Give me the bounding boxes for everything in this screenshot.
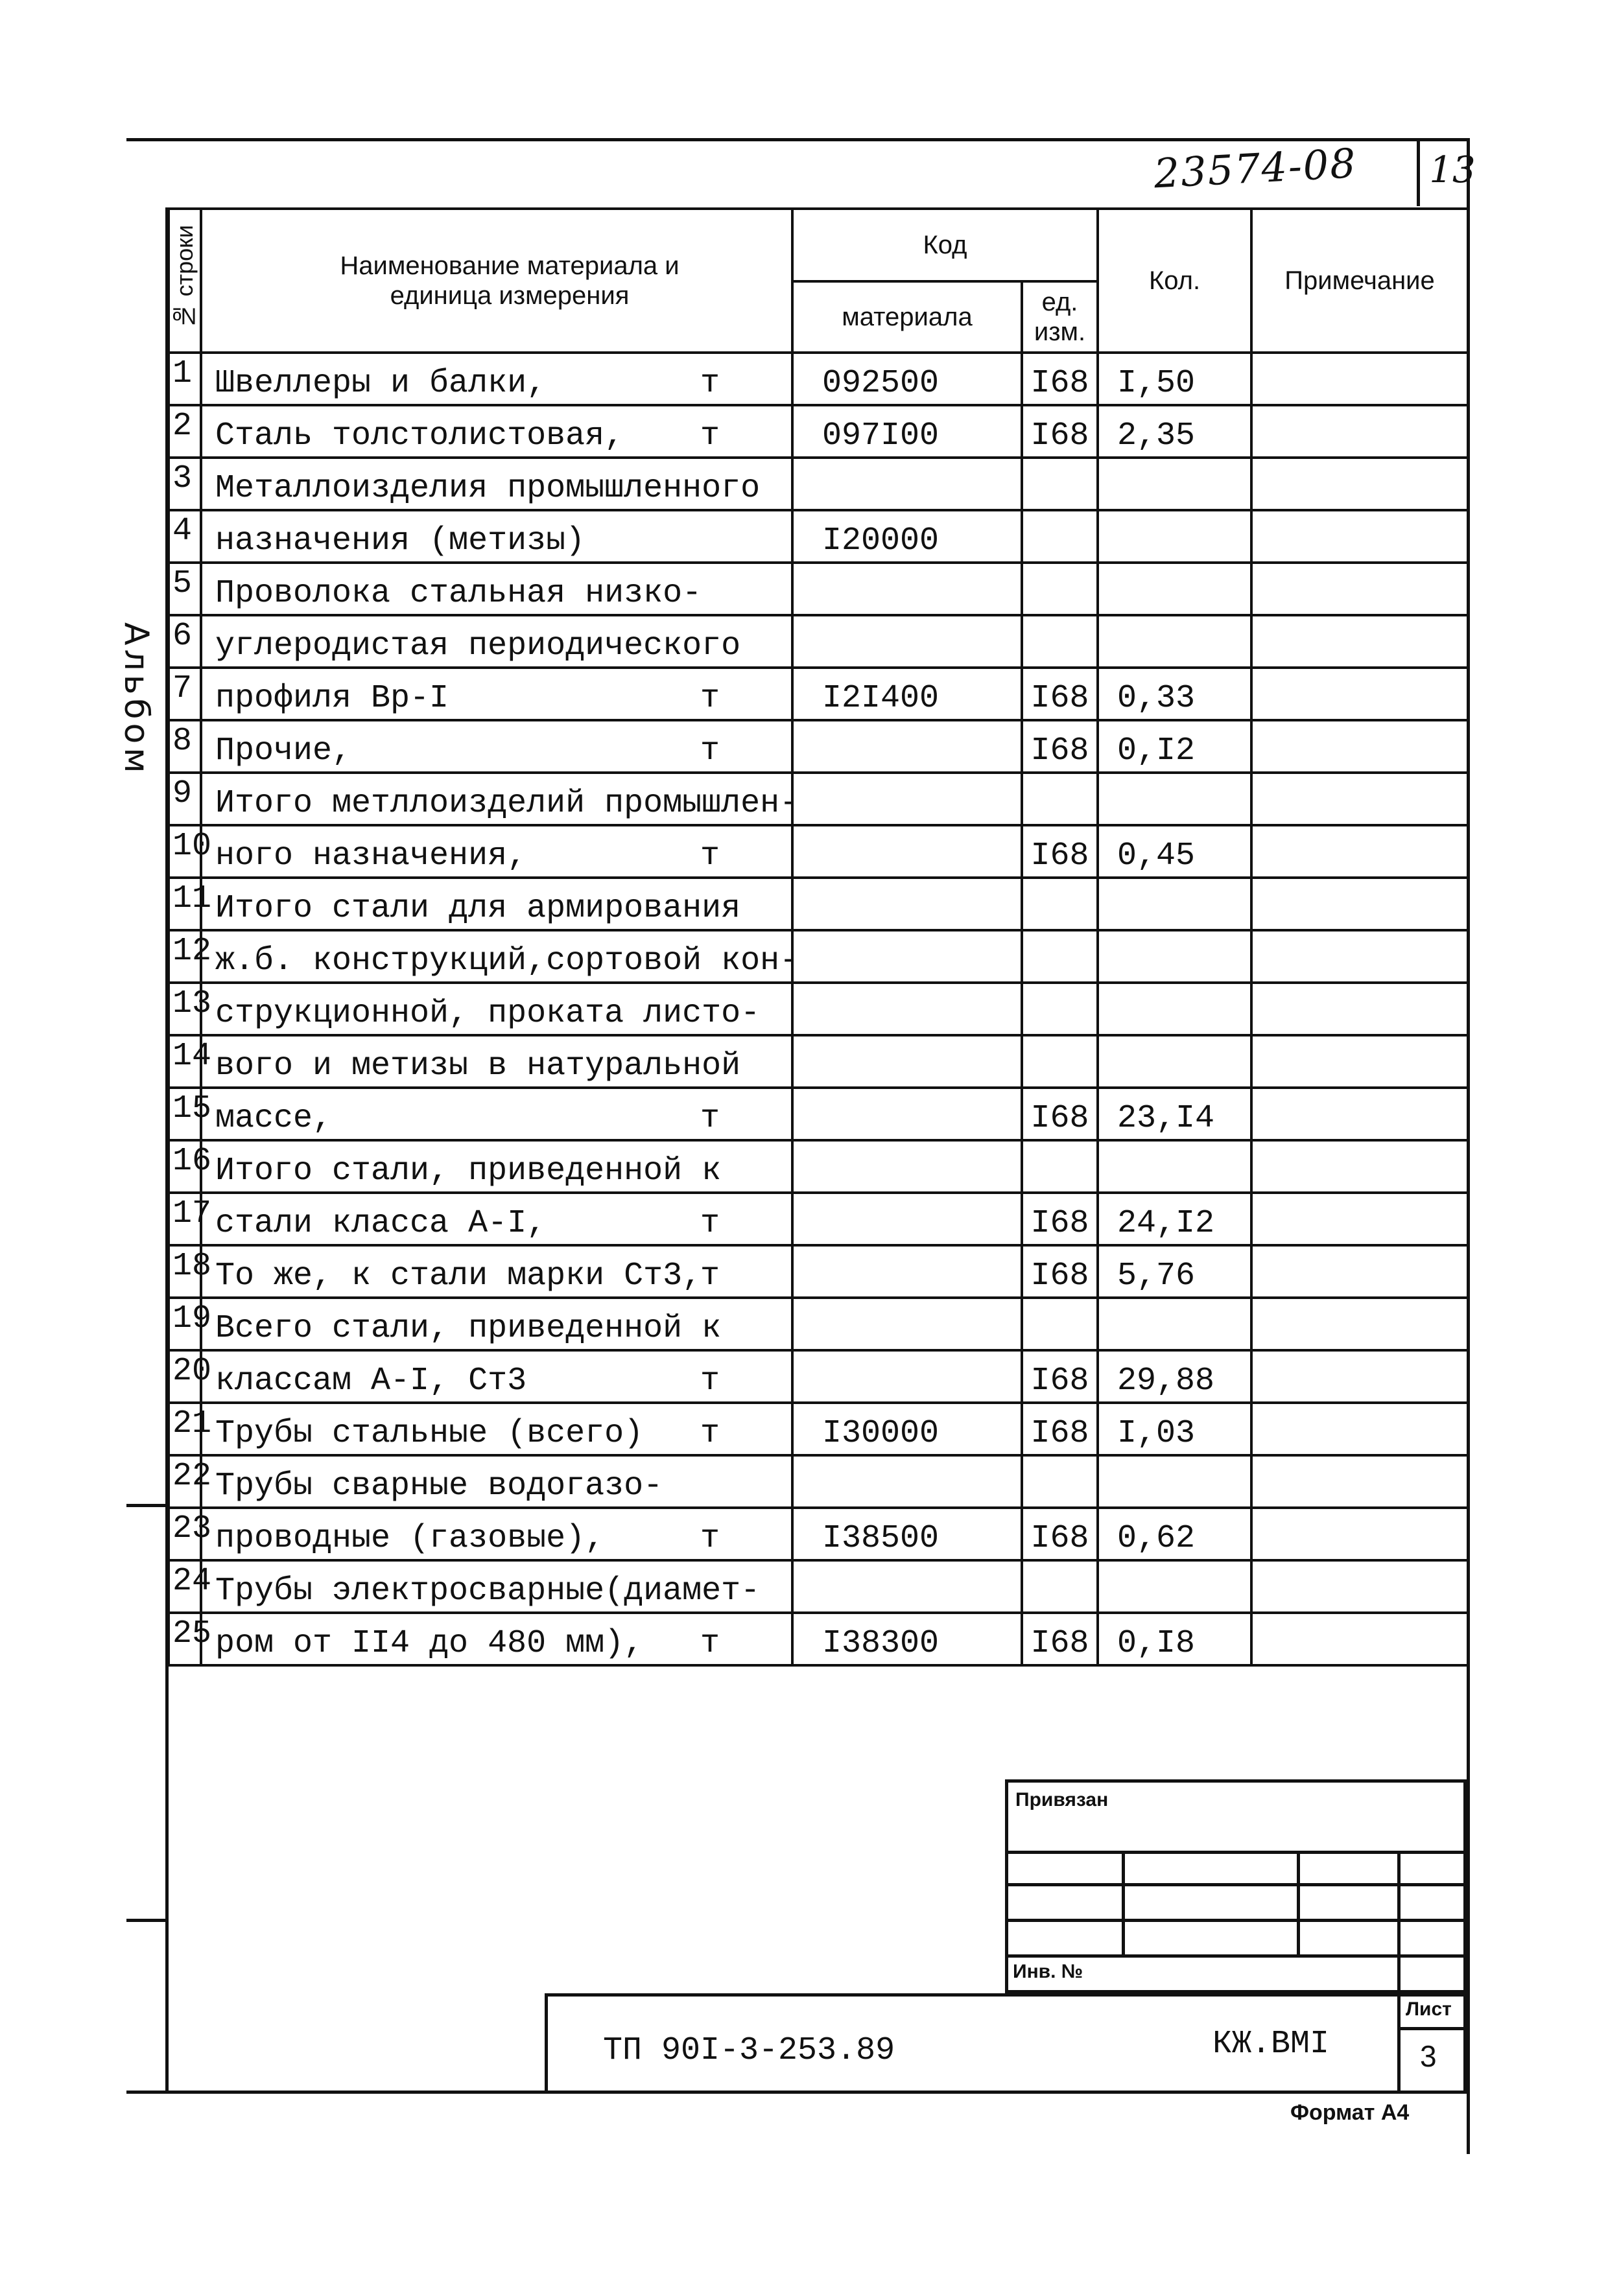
- material-code-cell: I20000: [792, 510, 1022, 563]
- table-row: [169, 1613, 1468, 1665]
- material-name-cell: [201, 1560, 792, 1613]
- row-number-cell: 7: [169, 668, 201, 720]
- quantity-cell: [1098, 510, 1251, 563]
- note-cell: [1251, 1350, 1468, 1403]
- quantity-cell: [1098, 1298, 1251, 1350]
- material-name-cell: [201, 825, 792, 878]
- table-row: [169, 1140, 1468, 1193]
- material-name-cell: [201, 458, 792, 510]
- material-code-cell: [792, 930, 1022, 983]
- unit-of-measure: т: [700, 1520, 720, 1557]
- material-code-cell: [792, 1140, 1022, 1193]
- bound-label: Привязан: [1015, 1789, 1109, 1810]
- material-name-cell: [201, 1245, 792, 1298]
- material-name-text: вого и метизы в натуральной: [215, 1048, 741, 1084]
- material-code-cell: I2I400: [792, 668, 1022, 720]
- table-row: [169, 825, 1468, 878]
- unit-code-cell: I68: [1022, 1613, 1098, 1665]
- row-number-cell: 24: [169, 1560, 201, 1613]
- quantity-cell: [1098, 615, 1251, 668]
- note-cell: [1251, 983, 1468, 1035]
- inventory-number-label: Инв. №: [1013, 1961, 1083, 1982]
- row-number-cell: 14: [169, 1035, 201, 1088]
- material-code-cell: [792, 1298, 1022, 1350]
- quantity-cell: [1098, 1455, 1251, 1508]
- row-number-cell: 6: [169, 615, 201, 668]
- material-name-text: Трубы электросварные(диамет-: [215, 1573, 761, 1610]
- table-row: [169, 878, 1468, 930]
- row-number-cell: 18: [169, 1245, 201, 1298]
- handwritten-doc-number: 23574-08: [1152, 139, 1358, 198]
- unit-of-measure: т: [700, 1363, 720, 1400]
- material-code-cell: [792, 615, 1022, 668]
- material-name-text: Проволока стальная низко-: [215, 575, 702, 612]
- material-name-cell: [201, 1035, 792, 1088]
- quantity-cell: [1098, 458, 1251, 510]
- table-row: [169, 1245, 1468, 1298]
- unit-code-cell: I68: [1022, 353, 1098, 405]
- row-number-cell: 20: [169, 1350, 201, 1403]
- row-number-cell: 11: [169, 878, 201, 930]
- unit-code-cell: [1022, 930, 1098, 983]
- unit-code-cell: [1022, 878, 1098, 930]
- note-cell: [1251, 353, 1468, 405]
- note-cell: [1251, 615, 1468, 668]
- material-name-text: струкционной, проката листо-: [215, 995, 761, 1032]
- sheet-number: 3: [1420, 2039, 1437, 2073]
- material-name-text: То же, к стали марки Ст3,: [215, 1258, 702, 1294]
- note-cell: [1251, 773, 1468, 825]
- quantity-cell: 24,I2: [1098, 1193, 1251, 1245]
- unit-code-cell: [1022, 1298, 1098, 1350]
- document-code: ТП 90I-3-253.89: [603, 2032, 895, 2069]
- section-code: КЖ.ВМI: [1212, 2026, 1330, 2063]
- row-number-cell: 4: [169, 510, 201, 563]
- material-name-text: Итого стали, приведенной к: [215, 1153, 722, 1189]
- unit-code-cell: [1022, 1560, 1098, 1613]
- quantity-cell: [1098, 1140, 1251, 1193]
- table-row: [169, 668, 1468, 720]
- table-row: [169, 1508, 1468, 1560]
- material-name-text: Швеллеры и балки,: [215, 365, 547, 402]
- unit-code-cell: I68: [1022, 825, 1098, 878]
- note-cell: [1251, 510, 1468, 563]
- handwritten-page-mark: 13: [1429, 149, 1476, 191]
- note-cell: [1251, 668, 1468, 720]
- material-code-cell: [792, 825, 1022, 878]
- note-cell: [1251, 1403, 1468, 1455]
- material-name-text: проводные (газовые),: [215, 1520, 605, 1557]
- row-number-cell: 5: [169, 563, 201, 615]
- material-name-cell: [201, 1403, 792, 1455]
- unit-code-cell: [1022, 983, 1098, 1035]
- material-code-cell: [792, 983, 1022, 1035]
- material-name-text: назначения (метизы): [215, 522, 585, 559]
- row-number-cell: 25: [169, 1613, 201, 1665]
- material-code-cell: [792, 878, 1022, 930]
- row-number-cell: 15: [169, 1088, 201, 1140]
- material-name-text: Итого стали для армирования: [215, 890, 741, 927]
- quantity-cell: 29,88: [1098, 1350, 1251, 1403]
- material-name-text: Прочие,: [215, 732, 352, 769]
- unit-of-measure: т: [700, 1625, 720, 1662]
- sheet-cell-line: [1397, 2027, 1467, 2030]
- top-right-stamp-divider: [1417, 138, 1420, 206]
- material-name-text: ром от II4 до 480 мм),: [215, 1625, 644, 1662]
- header-code-unit: ед. изм.: [1022, 281, 1098, 353]
- table-row: [169, 773, 1468, 825]
- material-name-cell: [201, 668, 792, 720]
- material-name-text: ж.б. конструкций,сортовой кон-: [215, 943, 799, 979]
- binding-block-vline-3: [1397, 1851, 1401, 1993]
- unit-code-cell: [1022, 1140, 1098, 1193]
- unit-of-measure: т: [700, 1258, 720, 1294]
- material-name-cell: [201, 720, 792, 773]
- note-cell: [1251, 458, 1468, 510]
- binding-block-vline-2: [1297, 1851, 1300, 1954]
- material-name-cell: [201, 510, 792, 563]
- material-name-text: стали класса А-I,: [215, 1205, 547, 1242]
- material-code-cell: [792, 1245, 1022, 1298]
- material-name-cell: [201, 405, 792, 458]
- note-cell: [1251, 930, 1468, 983]
- table-row: [169, 510, 1468, 563]
- row-number-cell: 22: [169, 1455, 201, 1508]
- table-row: [169, 563, 1468, 615]
- unit-code-cell: I68: [1022, 1088, 1098, 1140]
- material-code-cell: [792, 1560, 1022, 1613]
- material-name-cell: [201, 1088, 792, 1140]
- material-name-cell: [201, 983, 792, 1035]
- quantity-cell: 0,33: [1098, 668, 1251, 720]
- quantity-cell: 5,76: [1098, 1245, 1251, 1298]
- row-number-cell: 21: [169, 1403, 201, 1455]
- quantity-cell: 0,I8: [1098, 1613, 1251, 1665]
- header-material-name: Наименование материала и единица измерения: [201, 209, 792, 353]
- table-row: [169, 353, 1468, 405]
- sheet-label: Лист: [1406, 1998, 1452, 2020]
- note-cell: [1251, 1455, 1468, 1508]
- unit-code-cell: I68: [1022, 405, 1098, 458]
- material-code-cell: [792, 458, 1022, 510]
- table-row: [169, 720, 1468, 773]
- material-code-cell: [792, 1088, 1022, 1140]
- row-number-cell: 16: [169, 1140, 201, 1193]
- unit-code-cell: [1022, 510, 1098, 563]
- unit-code-cell: I68: [1022, 1193, 1098, 1245]
- material-code-cell: [792, 1035, 1022, 1088]
- table-row: [169, 458, 1468, 510]
- unit-of-measure: т: [700, 732, 720, 769]
- table-row: [169, 405, 1468, 458]
- unit-code-cell: [1022, 773, 1098, 825]
- table-row: [169, 1350, 1468, 1403]
- material-code-cell: [792, 1193, 1022, 1245]
- header-row-number: № строки: [169, 209, 201, 353]
- material-name-cell: [201, 1350, 792, 1403]
- unit-of-measure: т: [700, 1415, 720, 1452]
- unit-of-measure: т: [700, 1205, 720, 1242]
- note-cell: [1251, 1613, 1468, 1665]
- quantity-cell: 0,I2: [1098, 720, 1251, 773]
- quantity-cell: [1098, 930, 1251, 983]
- unit-code-cell: [1022, 563, 1098, 615]
- material-name-text: ного назначения,: [215, 838, 527, 874]
- quantity-cell: [1098, 983, 1251, 1035]
- note-cell: [1251, 1560, 1468, 1613]
- material-spec-table: [167, 207, 1469, 1667]
- row-number-cell: 10: [169, 825, 201, 878]
- note-cell: [1251, 1193, 1468, 1245]
- quantity-cell: [1098, 1560, 1251, 1613]
- left-binding-mark-1: [126, 1504, 169, 1507]
- row-number-cell: 17: [169, 1193, 201, 1245]
- unit-code-cell: [1022, 1035, 1098, 1088]
- note-cell: [1251, 1245, 1468, 1298]
- unit-code-cell: I68: [1022, 1403, 1098, 1455]
- quantity-cell: I,50: [1098, 353, 1251, 405]
- material-name-cell: [201, 563, 792, 615]
- table-row: [169, 1035, 1468, 1088]
- side-album-stamp: Альбом: [117, 622, 156, 777]
- material-name-text: массе,: [215, 1100, 333, 1137]
- material-name-text: Сталь толстолистовая,: [215, 417, 624, 454]
- unit-code-cell: I68: [1022, 1350, 1098, 1403]
- material-name-text: углеродистая периодического: [215, 627, 741, 664]
- unit-of-measure: т: [700, 1100, 720, 1137]
- row-number-cell: 13: [169, 983, 201, 1035]
- unit-code-cell: [1022, 615, 1098, 668]
- note-cell: [1251, 1088, 1468, 1140]
- header-note: Примечание: [1251, 209, 1468, 353]
- material-name-cell: [201, 878, 792, 930]
- table-row: [169, 1455, 1468, 1508]
- row-number-cell: 2: [169, 405, 201, 458]
- row-number-cell: 8: [169, 720, 201, 773]
- material-name-cell: [201, 1193, 792, 1245]
- row-number-cell: 23: [169, 1508, 201, 1560]
- material-name-cell: [201, 1508, 792, 1560]
- quantity-cell: 0,62: [1098, 1508, 1251, 1560]
- material-name-cell: [201, 353, 792, 405]
- row-number-cell: 9: [169, 773, 201, 825]
- material-code-cell: I38300: [792, 1613, 1022, 1665]
- unit-code-cell: [1022, 458, 1098, 510]
- material-name-cell: [201, 1613, 792, 1665]
- quantity-cell: 0,45: [1098, 825, 1251, 878]
- row-number-cell: 12: [169, 930, 201, 983]
- row-number-cell: 19: [169, 1298, 201, 1350]
- material-code-cell: [792, 563, 1022, 615]
- left-binding-mark-2: [126, 1919, 169, 1922]
- note-cell: [1251, 1035, 1468, 1088]
- material-name-cell: [201, 1140, 792, 1193]
- material-code-cell: [792, 1350, 1022, 1403]
- quantity-cell: I,03: [1098, 1403, 1251, 1455]
- material-code-cell: I38500: [792, 1508, 1022, 1560]
- unit-code-cell: [1022, 1455, 1098, 1508]
- material-name-text: Итого метллоизделий промышлен-: [215, 785, 799, 822]
- material-name-text: Трубы стальные (всего): [215, 1415, 644, 1452]
- note-cell: [1251, 405, 1468, 458]
- material-name-text: профиля Вр-I: [215, 680, 449, 717]
- material-name-text: классам А-I, Ст3: [215, 1363, 527, 1400]
- material-name-cell: [201, 773, 799, 825]
- quantity-cell: [1098, 563, 1251, 615]
- table-row: [169, 1193, 1468, 1245]
- table-row: [169, 1298, 1468, 1350]
- unit-of-measure: т: [700, 680, 720, 717]
- material-code-cell: [792, 720, 1022, 773]
- note-cell: [1251, 563, 1468, 615]
- note-cell: [1251, 1140, 1468, 1193]
- material-name-text: Всего стали, приведенной к: [215, 1310, 722, 1347]
- material-code-cell: 092500: [792, 353, 1022, 405]
- header-code-material: материала: [792, 281, 1022, 353]
- material-code-cell: [792, 773, 1022, 825]
- quantity-cell: [1098, 1035, 1251, 1088]
- quantity-cell: 23,I4: [1098, 1088, 1251, 1140]
- unit-code-cell: I68: [1022, 1508, 1098, 1560]
- note-cell: [1251, 878, 1468, 930]
- table-row: [169, 983, 1468, 1035]
- note-cell: [1251, 825, 1468, 878]
- unit-code-cell: I68: [1022, 1245, 1098, 1298]
- quantity-cell: 2,35: [1098, 405, 1251, 458]
- row-number-cell: 3: [169, 458, 201, 510]
- paper-format-label: Формат А4: [1290, 2100, 1410, 2125]
- quantity-cell: [1098, 878, 1251, 930]
- table-row: [169, 1560, 1468, 1613]
- row-number-cell: 1: [169, 353, 201, 405]
- note-cell: [1251, 1298, 1468, 1350]
- unit-code-cell: I68: [1022, 720, 1098, 773]
- table-row: [169, 615, 1468, 668]
- sheet-cell-divider: [1397, 1993, 1401, 2094]
- unit-of-measure: т: [700, 838, 720, 874]
- unit-of-measure: т: [700, 365, 720, 402]
- material-name-text: Трубы сварные водогазо-: [215, 1468, 663, 1505]
- material-name-cell: [201, 1298, 792, 1350]
- unit-code-cell: I68: [1022, 668, 1098, 720]
- top-frame-line: [126, 138, 1469, 141]
- table-row: [169, 1403, 1468, 1455]
- note-cell: [1251, 720, 1468, 773]
- material-name-text: Металлоизделия промышленного: [215, 470, 761, 507]
- header-quantity: Кол.: [1098, 209, 1251, 353]
- table-row: [169, 1088, 1468, 1140]
- note-cell: [1251, 1508, 1468, 1560]
- material-name-cell: [201, 615, 792, 668]
- binding-block-vline-1: [1122, 1851, 1125, 1954]
- material-name-cell: [201, 1455, 792, 1508]
- quantity-cell: [1098, 773, 1251, 825]
- material-code-cell: [792, 1455, 1022, 1508]
- material-code-cell: I30000: [792, 1403, 1022, 1455]
- unit-of-measure: т: [700, 417, 720, 454]
- material-name-cell: [201, 930, 799, 983]
- header-code-group: Код: [792, 209, 1098, 281]
- material-code-cell: 097I00: [792, 405, 1022, 458]
- table-row: [169, 930, 1468, 983]
